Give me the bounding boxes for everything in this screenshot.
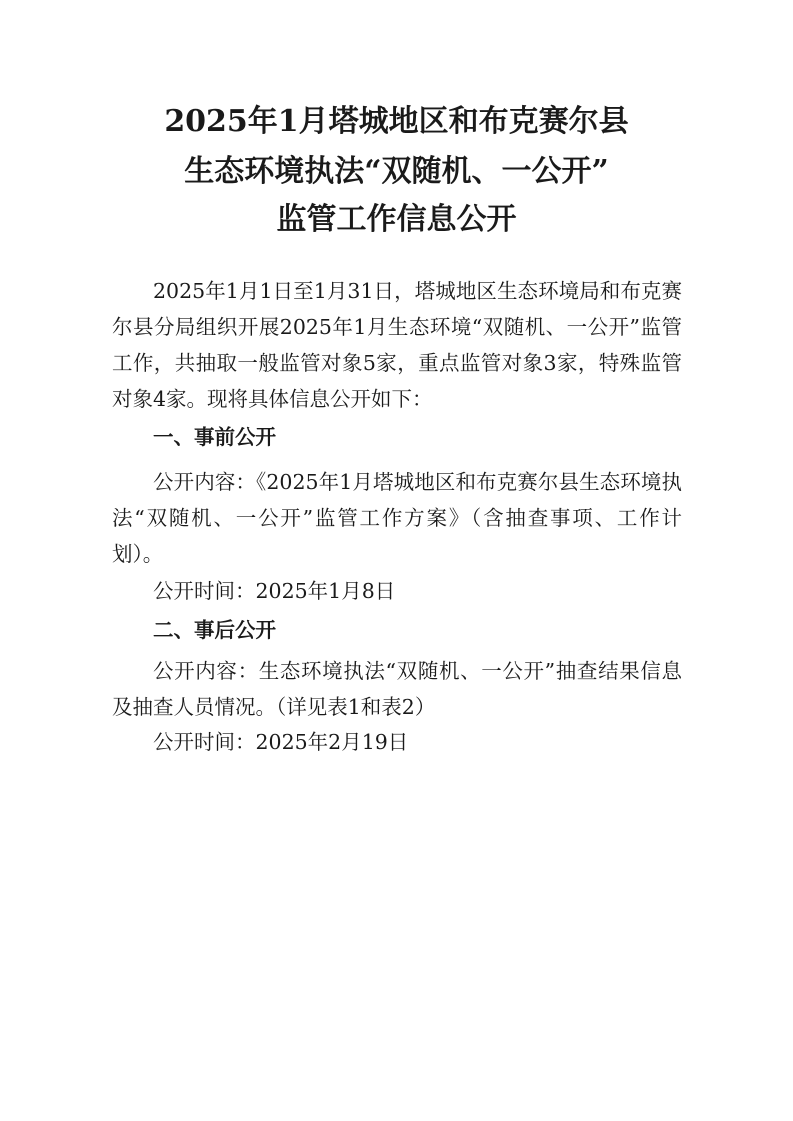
title-line-2: 生态环境执法“双随机、一公开”	[184, 154, 609, 189]
intro-paragraph: 2025年1月1日至1月31日，塔城地区生态环境局和布克赛尔县分局组织开展2025年1月生态环境“双随机、一公开”监管工作，共抽取一般监管对象5家，重点监管对象3家，特殊监管对象4家。现将具体信息公开如下：	[112, 279, 682, 411]
section2-time: 公开时间：2025年2月19日	[153, 730, 409, 754]
section1-content: 公开内容：《2025年1月塔城地区和布克赛尔县生态环境执法“双随机、一公开”监管工作方案》（含抽查事项、工作计划）。	[112, 470, 682, 566]
title-line-3: 监管工作信息公开	[276, 202, 517, 237]
section2-heading: 二、事后公开	[153, 618, 276, 642]
title-line-1: 2025年1月塔城地区和布克赛尔县	[164, 104, 629, 139]
section1-heading: 一、事前公开	[153, 425, 276, 449]
section2-content: 公开内容：生态环境执法“双随机、一公开”抽查结果信息及抽查人员情况。（详见表1和表2）	[112, 659, 682, 719]
section1-time: 公开时间：2025年1月8日	[153, 579, 396, 603]
